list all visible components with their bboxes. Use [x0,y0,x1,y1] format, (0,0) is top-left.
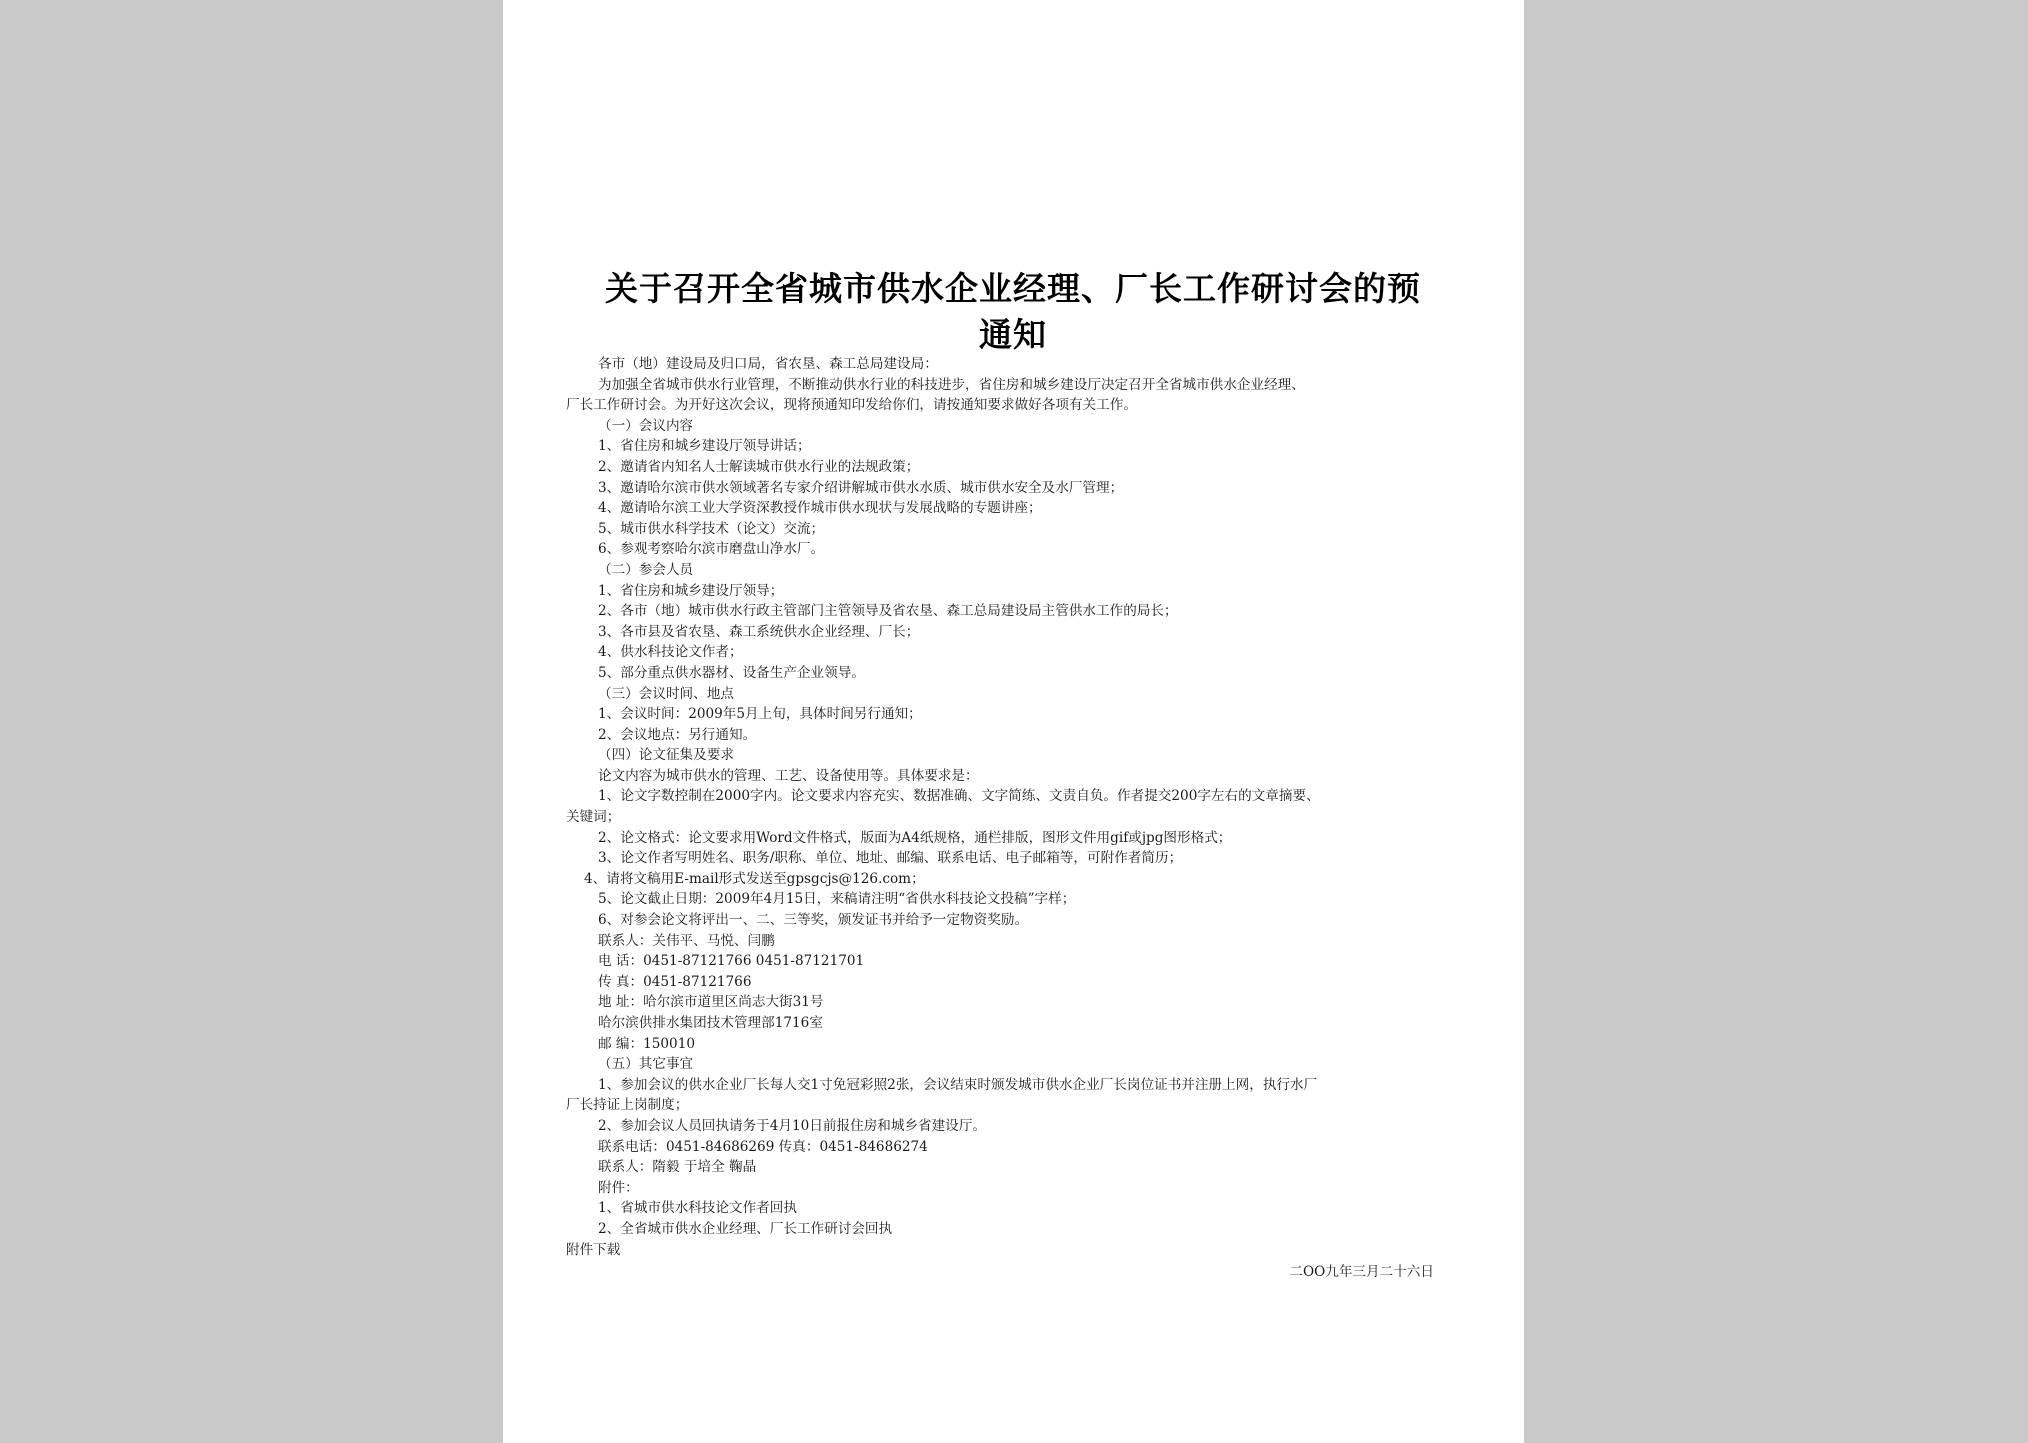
list-item: 6、对参会论文将评出一、二、三等奖，颁发证书并给予一定物资奖励。 [598,912,1029,929]
document-body [566,354,1471,1260]
list-item: 3、邀请哈尔滨市供水领域著名专家介绍讲解城市供水水质、城市供水安全及水厂管理； [598,479,1124,496]
document-page [503,0,1524,1443]
contact-line: 哈尔滨供排水集团技术管理部1716室 [598,1015,823,1031]
list-item: 5、部分重点供水器材、设备生产企业领导。 [598,664,865,681]
list-item: 1、省住房和城乡建设厅领导； [598,582,784,599]
list-item: 5、城市供水科学技术（论文）交流； [598,520,825,537]
list-item: 4、邀请哈尔滨工业大学资深教授作城市供水现状与发展战略的专题讲座； [598,500,1042,517]
attachment-download-link[interactable]: 附件下载 [566,1241,621,1258]
section-heading: （二）参会人员 [598,561,694,578]
contact-line: 传 真：0451-87121766 [598,973,752,990]
contact-line: 电 话：0451-87121766 0451-87121701 [598,953,865,970]
title-line-1: 关于召开全省城市供水企业经理、厂长工作研讨会的预 [605,269,1421,308]
list-item: 1、会议时间：2009年5月上旬，具体时间另行通知； [598,706,922,723]
title-line-2: 通知 [979,315,1047,354]
list-item-continuation: 关键词； [566,809,621,826]
list-item: 2、会议地点：另行通知。 [598,726,757,743]
contact-line: 联系电话：0451-84686269 传真：0451-84686274 [598,1138,928,1155]
list-item: 1、论文字数控制在2000字内。论文要求内容充实、数据准确、文字简练、文责自负。作者提交200字左右的文章摘要、 [598,788,1320,805]
list-item: 2、各市（地）城市供水行政主管部门主管领导及省农垦、森工总局建设局主管供水工作的局长； [598,603,1178,620]
list-item: 2、论文格式：论文要求用Word文件格式，版面为A4纸规格，通栏排版，图形文件用gif或jpg图形格式； [598,829,1232,846]
list-item: 3、各市县及省农垦、森工系统供水企业经理、厂长； [598,623,920,640]
section-heading: （五）其它事宜 [598,1056,694,1073]
section-heading: （四）论文征集及要求 [598,747,734,764]
contact-line: 联系人：隋毅 于培全 鞠晶 [598,1159,757,1176]
section-heading: （一）会议内容 [598,417,694,434]
document-date: 二OO九年三月二十六日 [1289,1264,1434,1280]
attachment-item: 2、全省城市供水企业经理、厂长工作研讨会回执 [598,1220,893,1237]
contact-line: 地 址：哈尔滨市道里区尚志大街31号 [598,994,824,1011]
contact-line: 邮 编：150010 [598,1035,695,1052]
list-item: 5、论文截止日期：2009年4月15日，来稿请注明“省供水科技论文投稿”字样； [598,891,1076,908]
list-item: 4、供水科技论文作者； [598,644,743,661]
attachments-label: 附件： [598,1179,639,1196]
list-item: 6、参观考察哈尔滨市磨盘山净水厂。 [598,541,825,558]
list-item: 2、参加会议人员回执请务于4月10日前报住房和城乡省建设厅。 [598,1117,987,1134]
list-item: 2、邀请省内知名人士解读城市供水行业的法规政策； [598,458,920,475]
page-title [563,266,1463,358]
salutation: 各市（地）建设局及归口局，省农垦、森工总局建设局： [598,356,938,372]
list-item: 1、参加会议的供水企业厂长每人交1寸免冠彩照2张，会议结束时颁发城市供水企业厂长岗位证书并注册上网，执行水厂 [598,1076,1318,1093]
list-item-continuation: 厂长持证上岗制度； [566,1097,689,1114]
contact-line: 联系人：关伟平、马悦、闫鹏 [598,932,775,949]
paragraph-line: 论文内容为城市供水的管理、工艺、设备使用等。具体要求是： [598,767,979,784]
list-item: 4、请将文稿用E-mail形式发送至gpsgcjs@126.com； [584,870,925,887]
attachment-item: 1、省城市供水科技论文作者回执 [598,1200,797,1217]
list-item: 1、省住房和城乡建设厅领导讲话； [598,438,811,455]
list-item: 3、论文作者写明姓名、职务/职称、单位、地址、邮编、联系电话、电子邮箱等，可附作者简历； [598,850,1183,867]
paragraph-line: 厂长工作研讨会。为开好这次会议，现将预通知印发给你们，请按通知要求做好各项有关工作。 [566,397,1137,414]
section-heading: （三）会议时间、地点 [598,685,734,702]
paragraph-line: 为加强全省城市供水行业管理，不断推动供水行业的科技进步，省住房和城乡建设厅决定召开全省城市供水企业经理、 [598,376,1305,393]
